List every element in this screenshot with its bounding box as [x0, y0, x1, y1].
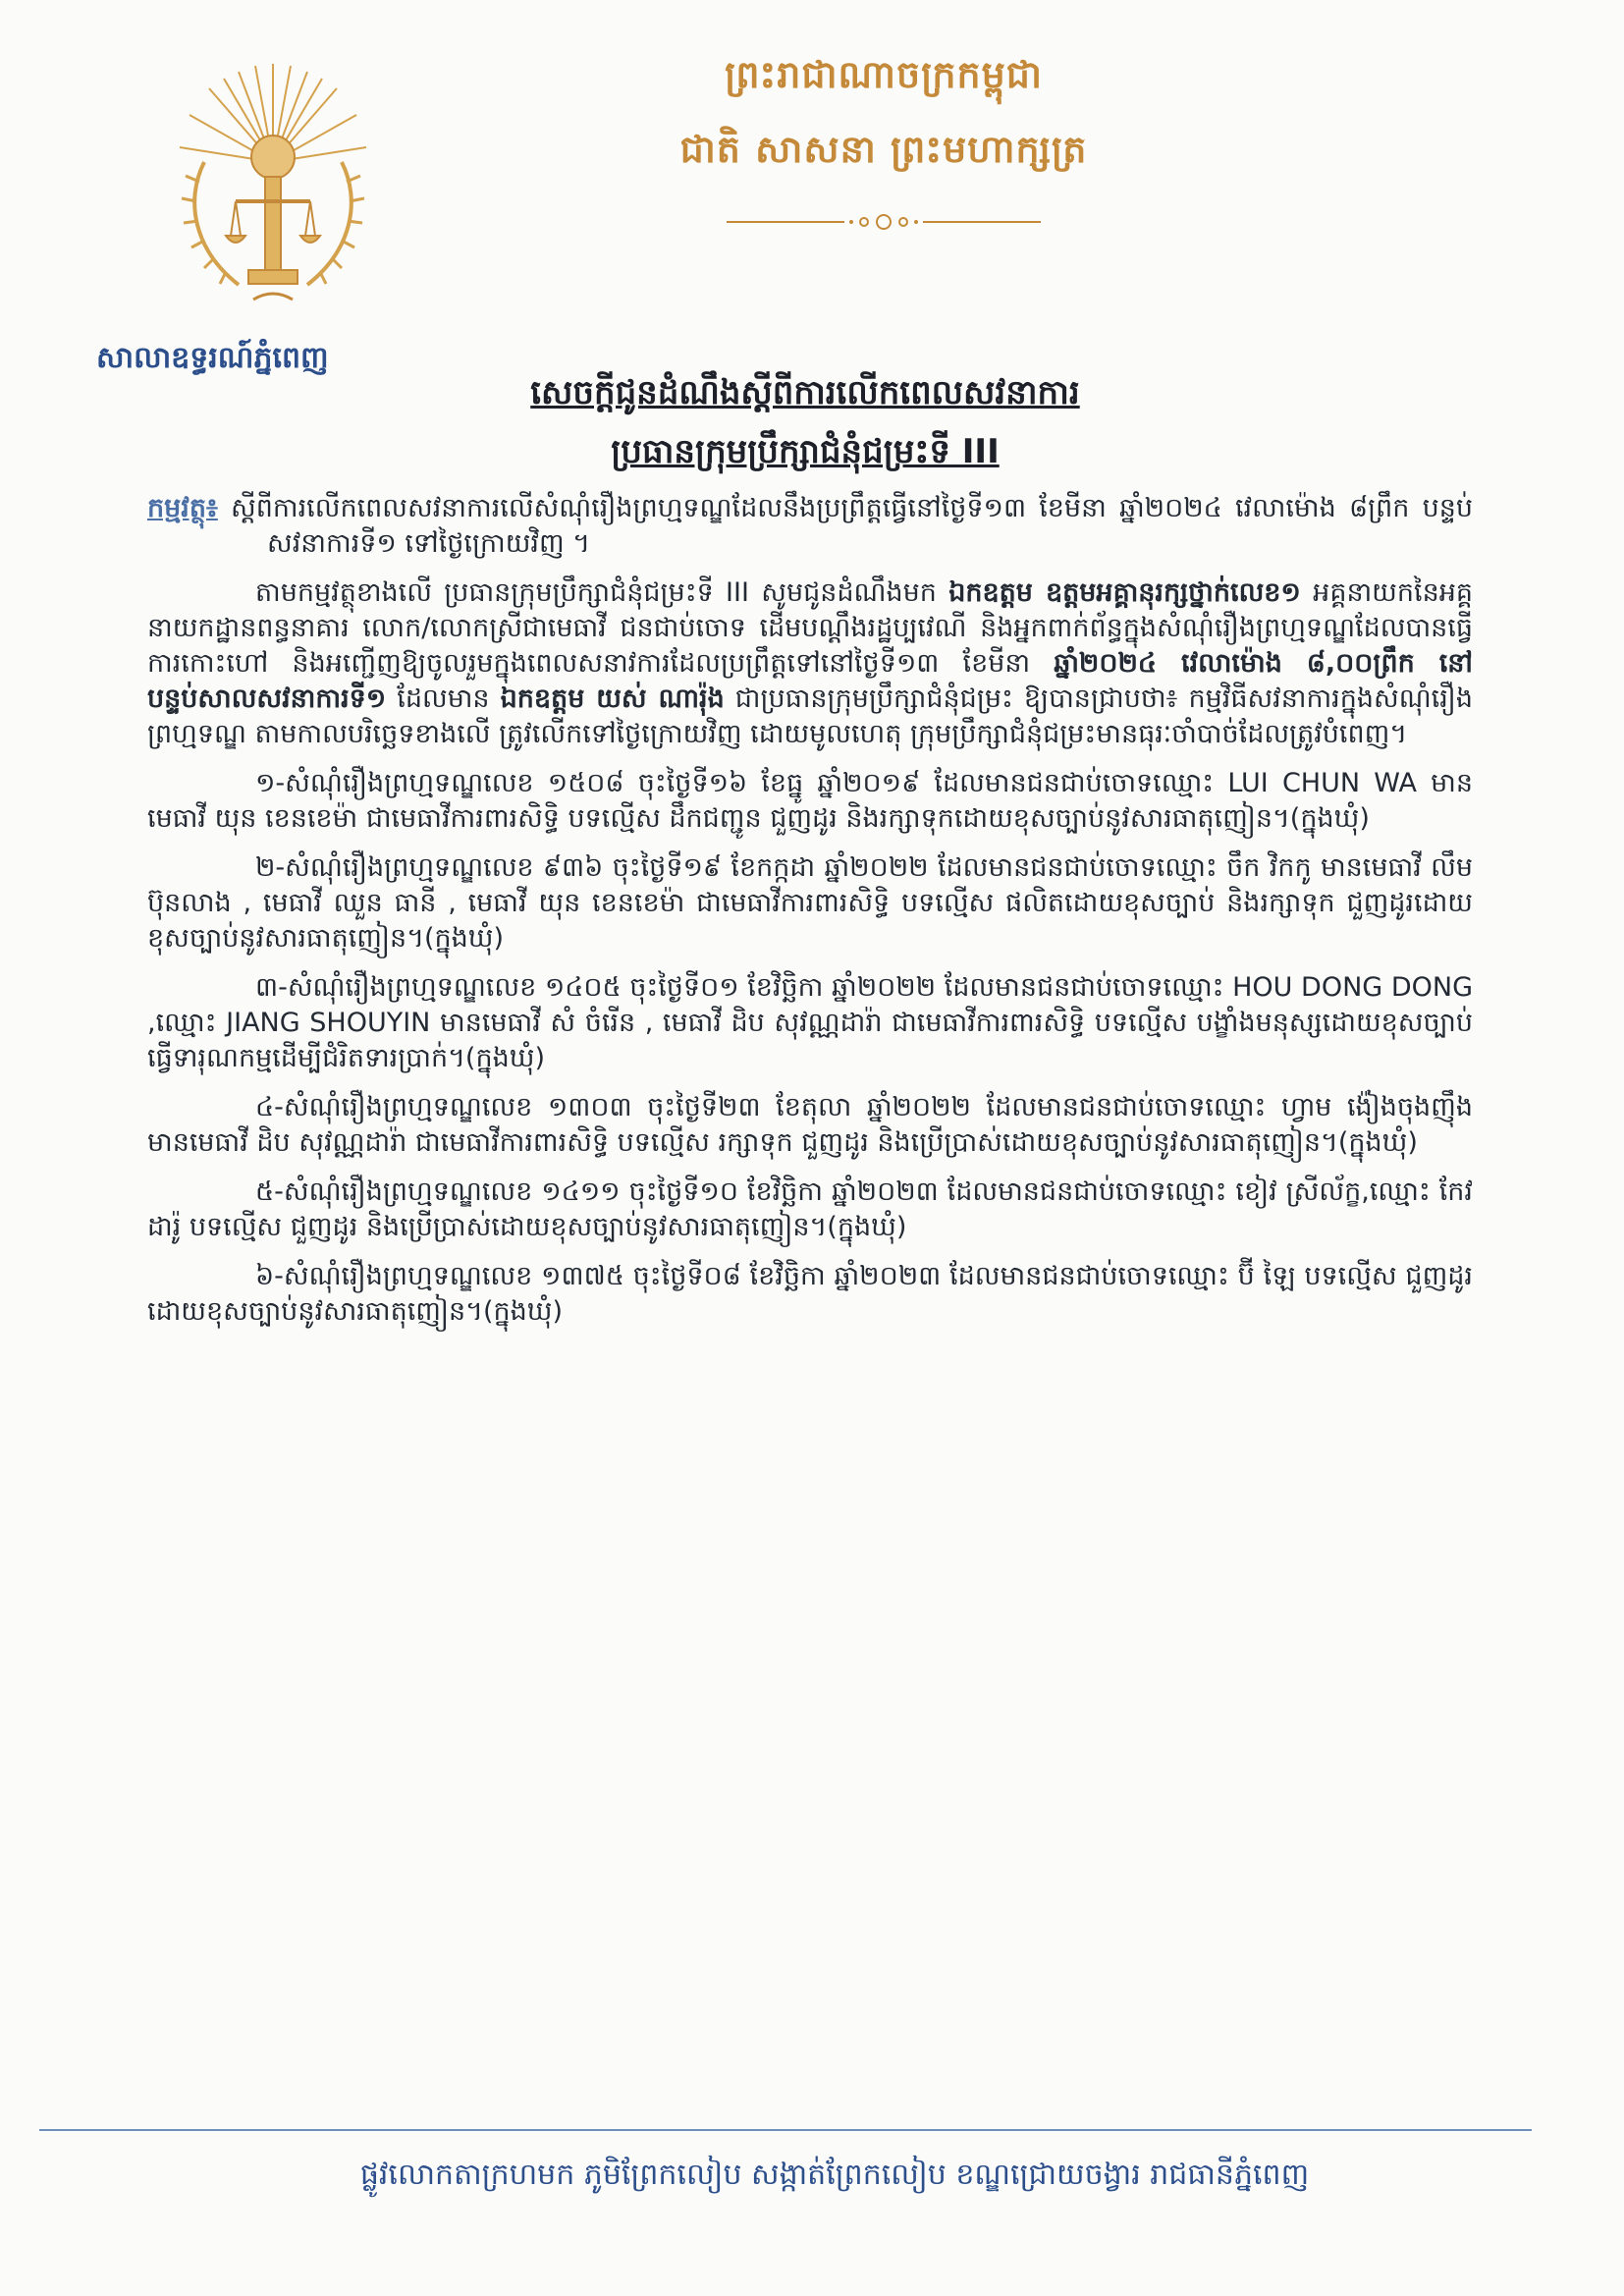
notice-paragraph	[147, 575, 1473, 752]
court-emblem	[145, 54, 401, 319]
subject-paragraph	[147, 491, 1473, 562]
footer-divider	[39, 2129, 1532, 2131]
document-subtitle: ប្រធានក្រុមប្រឹក្សាជំនុំជម្រះទី III	[611, 432, 1000, 471]
case-item: ២-សំណុំរឿងព្រហ្មទណ្ឌលេខ ៩៣៦ ចុះថ្ងៃទី១៩ ខែកក្កដា ឆ្នាំ២០២២ ដែលមានជនជាប់ចោទឈ្មោះ ចឹក វិកកូ មានមេធាវី លឹម ប៊ុនលាង , មេធាវី ឈួន ធានី , មេធាវី យុន ខេនខេម៉ា ជាមេធាវីការពារសិទ្ធិ បទល្មើស ផលិតដោយខុសច្បាប់ និងរក្សាទុក ជួញដូរដោយខុសច្បាប់នូវសារធាតុញៀន។(ក្នុងឃុំ)	[147, 852, 1473, 954]
notice-text: តាមកម្មវត្ថុខាងលើ ប្រធានក្រុមប្រឹក្សាជំនុំជម្រះទី III សូមជូនដំណឹងមក	[255, 577, 949, 608]
subject-label: កម្មវត្ថុ៖	[147, 493, 218, 523]
case-item: ៥-សំណុំរឿងព្រហ្មទណ្ឌលេខ ១៤១១ ចុះថ្ងៃទី១០ ខែវិច្ឆិកា ឆ្នាំ២០២៣ ដែលមានជនជាប់ចោទឈ្មោះ ខៀវ ស្រីល័ក្ខ,ឈ្មោះ កែវ ដារ៉ូ បទល្មើស ជួញដូរ និងប្រើប្រាស់ដោយខុសច្បាប់នូវសារធាតុញៀន។(ក្នុងឃុំ)	[147, 1176, 1473, 1242]
subject-text: ស្តីពីការលើកពេលសវនាការលើសំណុំរឿងព្រហ្មទណ្ឌដែលនឹងប្រព្រឹត្តធ្វើនៅថ្ងៃទី១៣ ខែមីនា ឆ្នាំ២០២៤ វេលាម៉ោង ៨ព្រឹក បន្ទប់សវនាការទី១ ទៅថ្ងៃក្រោយវិញ ។	[231, 493, 1473, 559]
footer-address: ផ្លូវលោកតាក្រហមក ភូមិព្រែកលៀប សង្កាត់ព្រែកលៀប ខណ្ឌជ្រោយចង្វារ រាជធានីភ្នំពេញ	[359, 2158, 1310, 2192]
case-item: ១-សំណុំរឿងព្រហ្មទណ្ឌលេខ ១៥០៨ ចុះថ្ងៃទី១៦ ខែធ្នូ ឆ្នាំ២០១៩ ដែលមានជនជាប់ចោទឈ្មោះ LUI CHUN WA មានមេធាវី យុន ខេនខេម៉ា ជាមេធាវីការពារសិទ្ធិ បទល្មើស ដឹកជញ្ជូន ជួញដូរ និងរក្សាទុកដោយខុសច្បាប់នូវសារធាតុញៀន។(ក្នុងឃុំ)	[147, 768, 1473, 834]
issuing-court: សាលាឧទ្ធរណ៍ភ្នំពេញ	[96, 341, 329, 375]
case-item: ៤-សំណុំរឿងព្រហ្មទណ្ឌលេខ ១៣០៣ ចុះថ្ងៃទី២៣ ខែតុលា ឆ្នាំ២០២២ ដែលមានជនជាប់ចោទឈ្មោះ ហ្វាម ង៉ៀងចុងញ៉ឹង មានមេធាវី ដិប សុវណ្ណដារ៉ា ជាមេធាវីការពារសិទ្ធិ បទល្មើស រក្សាទុក ជួញដូរ និងប្រើប្រាស់ដោយខុសច្បាប់នូវសារធាតុញៀន។(ក្នុងឃុំ)	[147, 1092, 1473, 1158]
document-title: សេចក្តីជូនដំណឹងស្តីពីការលើកពេលសវនាការ	[530, 373, 1080, 412]
ornament-divider	[727, 208, 1041, 236]
notice-text: អគ្គនាយកនៃអគ្គនាយកដ្ឋានពន្ធនាគារ លោក/លោកស្រីជាមេធាវី ជនជាប់ចោទ ដើមបណ្តឹងរដ្ឋប្បវេណី និងអ្នកពាក់ព័ន្ធក្នុងសំណុំរឿងព្រហ្មទណ្ឌដែលបានធ្វើការកោះហៅ និងអញ្ជើញឱ្យចូលរួមក្នុងពេលសនាវការដែលប្រព្រឹត្តទៅនៅថ្ងៃទី១៣ ខែមីនា	[147, 577, 1473, 679]
national-motto: ជាតិ សាសនា ព្រះមហាក្សត្រ	[679, 128, 1088, 171]
document-body	[147, 491, 1473, 1343]
notice-text: ជាប្រធានក្រុមប្រឹក្សាជំនុំជម្រះ ឱ្យបានជ្រាបថា៖ កម្មវិធីសវនាការក្នុងសំណុំរឿងព្រហ្មទណ្ឌ តាមកាលបរិច្ឆេទខាងលើ ត្រូវលើកទៅថ្ងៃក្រោយវិញ ដោយមូលហេតុ ក្រុមប្រឹក្សាជំនុំជម្រះមានធុរៈចាំបាច់ដែលត្រូវបំពេញ។	[147, 683, 1473, 749]
kingdom-heading: ព្រះរាជាណាចក្រកម្ពុជា	[725, 53, 1043, 96]
case-item: ៦-សំណុំរឿងព្រហ្មទណ្ឌលេខ ១៣៧៥ ចុះថ្ងៃទី០៨ ខែវិច្ឆិកា ឆ្នាំ២០២៣ ដែលមានជនជាប់ចោទឈ្មោះ ប៊ី ឡៃ បទល្មើស ជួញដូរដោយខុសច្បាប់នូវសារធាតុញៀន។(ក្នុងឃុំ)	[147, 1261, 1473, 1327]
case-item: ៣-សំណុំរឿងព្រហ្មទណ្ឌលេខ ១៤០៥ ចុះថ្ងៃទី០១ ខែវិច្ឆិកា ឆ្នាំ២០២២ ដែលមានជនជាប់ចោទឈ្មោះ HOU DONG DONG ,ឈ្មោះ JIANG SHOUYIN មានមេធាវី សំ ចំរើន , មេធាវី ដិប សុវណ្ណដារ៉ា ជាមេធាវីការពារសិទ្ធិ បទល្មើស បង្ខាំងមនុស្សដោយខុសច្បាប់ ធ្វើទារុណកម្មដើម្បីជំរិតទារប្រាក់។(ក្នុងឃុំ)	[147, 972, 1473, 1073]
presiding-judge: ឯកឧត្តម យស់ ណារ៉ុង	[500, 683, 725, 714]
notice-text: ដែលមាន	[386, 683, 501, 714]
addressee: ឯកឧត្តម ឧត្តមអគ្គានុរក្សថ្នាក់លេខ១	[948, 577, 1301, 608]
hearing-datetime: ឆ្នាំ២០២៤ វេលាម៉ោង ៨,០០ព្រឹក នៅបន្ទប់សាលសវនាការទី១	[147, 648, 1473, 714]
